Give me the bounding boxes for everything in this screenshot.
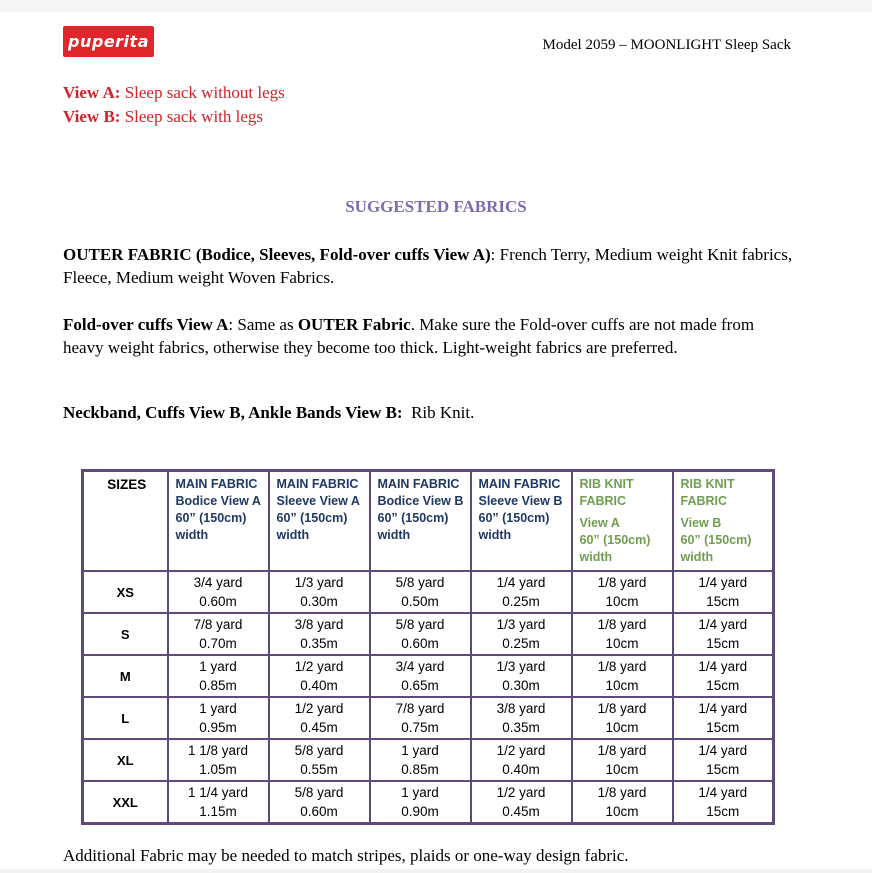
fabric-table-head — [83, 471, 774, 572]
yardage-line: 15cm — [706, 594, 740, 609]
view-a-label: View A: — [63, 83, 121, 102]
yardage-line: 1/8 yard — [597, 659, 647, 674]
yardage-line: 0.60m — [300, 804, 338, 819]
yardage-line: 1/8 yard — [597, 617, 647, 632]
yardage-line: 1.15m — [199, 804, 237, 819]
yardage-cell — [269, 655, 370, 697]
header-line: View A — [579, 516, 620, 530]
neckband-label: Neckband, Cuffs View B, Ankle Bands View B: — [63, 403, 403, 422]
outer-fabric-ref: OUTER Fabric — [297, 315, 411, 334]
header-line: 60” (150cm) — [478, 511, 550, 525]
header-line: width — [579, 550, 613, 564]
header-text-block — [681, 515, 769, 566]
section-heading: SUGGESTED FABRICS — [345, 197, 527, 216]
yardage-cell — [471, 613, 572, 655]
yardage-cell — [370, 739, 471, 781]
view-a-line — [63, 81, 285, 105]
yardage-line: 0.60m — [199, 594, 237, 609]
header-line: Sleeve View B — [478, 494, 563, 508]
yardage-line: 0.35m — [502, 720, 540, 735]
yardage-line: 0.75m — [401, 720, 439, 735]
views-description — [63, 81, 285, 129]
table-row-s — [83, 613, 774, 655]
yardage-cell — [269, 739, 370, 781]
yardage-cell — [471, 739, 572, 781]
header-text-block — [176, 476, 264, 544]
yardage-line: 0.95m — [199, 720, 237, 735]
paragraph-outer-fabric — [63, 243, 796, 289]
yardage-cell — [168, 571, 269, 613]
additional-fabric-note: Additional Fabric may be needed to match stripes, plaids or one-way design fabric. — [63, 846, 629, 865]
yardage-cell — [370, 655, 471, 697]
header-line: Bodice View B — [377, 494, 464, 508]
yardage-line: 1/2 yard — [496, 743, 546, 758]
table-row-xxl — [83, 781, 774, 824]
yardage-line: 1 1/8 yard — [187, 743, 249, 758]
table-row-m — [83, 655, 774, 697]
yardage-line: 0.60m — [401, 636, 439, 651]
yardage-line: 0.55m — [300, 762, 338, 777]
yardage-line: 5/8 yard — [294, 743, 344, 758]
header-line: width — [680, 550, 714, 564]
yardage-line: 1/8 yard — [597, 743, 647, 758]
header-line: Sleeve View A — [276, 494, 360, 508]
view-b-line — [63, 105, 285, 129]
view-b-text: Sleep sack with legs — [120, 107, 264, 126]
yardage-cell — [572, 571, 673, 613]
header-line: View B — [680, 516, 722, 530]
yardage-line: 10cm — [605, 762, 639, 777]
yardage-line: 0.85m — [401, 762, 439, 777]
header-line: 60” (150cm) — [175, 511, 247, 525]
foldover-cuffs-text: . Make sure the Fold-over cuffs are not made from heavy weight fabrics, otherwise they become too thick. Light-weight fabrics are preferred. — [63, 315, 759, 357]
yardage-line: 0.25m — [502, 594, 540, 609]
yardage-line: 1/8 yard — [597, 575, 647, 590]
header-line: width — [175, 528, 209, 542]
yardage-cell — [269, 697, 370, 739]
yardage-line: 15cm — [706, 762, 740, 777]
yardage-cell — [673, 739, 774, 781]
yardage-line: 5/8 yard — [294, 785, 344, 800]
header-line: MAIN FABRIC — [175, 477, 258, 491]
paragraph-foldover-cuffs — [63, 313, 796, 359]
size-label: L — [83, 697, 168, 739]
header-line: 60” (150cm) — [579, 533, 651, 547]
yardage-line: 1/4 yard — [496, 575, 546, 590]
yardage-line: 10cm — [605, 636, 639, 651]
yardage-line: 1.05m — [199, 762, 237, 777]
table-header-main-fabric-sleeve-view-b — [471, 471, 572, 572]
yardage-line: 1/2 yard — [294, 659, 344, 674]
header-text-block — [378, 476, 466, 544]
size-label: XL — [83, 739, 168, 781]
yardage-line: 10cm — [605, 804, 639, 819]
size-label: S — [83, 613, 168, 655]
fabric-table — [81, 469, 775, 825]
header-line: MAIN FABRIC — [478, 477, 561, 491]
foldover-cuffs-label: Fold-over cuffs View A — [63, 315, 229, 334]
yardage-line: 3/4 yard — [395, 659, 445, 674]
yardage-line: 1 yard — [401, 785, 439, 800]
yardage-line: 1/4 yard — [698, 659, 748, 674]
fabric-table-body — [83, 571, 774, 824]
yardage-cell — [471, 655, 572, 697]
size-label: XS — [83, 571, 168, 613]
yardage-line: 10cm — [605, 720, 639, 735]
page-bottom-edge — [0, 869, 872, 873]
yardage-cell — [370, 697, 471, 739]
header-line: MAIN FABRIC — [276, 477, 359, 491]
yardage-line: 1 yard — [199, 659, 237, 674]
header-line: 60” (150cm) — [377, 511, 449, 525]
yardage-cell — [370, 781, 471, 824]
table-row-xs — [83, 571, 774, 613]
header-line: width — [377, 528, 411, 542]
yardage-line: 1/8 yard — [597, 701, 647, 716]
header-line: width — [478, 528, 512, 542]
document-title: Model 2059 – MOONLIGHT Sleep Sack — [542, 37, 791, 53]
yardage-cell — [370, 571, 471, 613]
yardage-line: 0.70m — [199, 636, 237, 651]
yardage-line: 15cm — [706, 636, 740, 651]
header-text-block — [91, 476, 163, 493]
yardage-line: 0.45m — [300, 720, 338, 735]
table-header-main-fabric-sleeve-view-a — [269, 471, 370, 572]
header-text-block — [479, 476, 567, 544]
yardage-line: 15cm — [706, 678, 740, 693]
yardage-line: 1/2 yard — [294, 701, 344, 716]
table-row-xl — [83, 739, 774, 781]
table-header-main-fabric-bodice-view-b — [370, 471, 471, 572]
yardage-line: 3/8 yard — [496, 701, 546, 716]
yardage-line: 5/8 yard — [395, 617, 445, 632]
yardage-line: 1/4 yard — [698, 617, 748, 632]
view-a-text: Sleep sack without legs — [120, 83, 285, 102]
yardage-cell — [572, 655, 673, 697]
yardage-line: 1/3 yard — [496, 617, 546, 632]
yardage-cell — [168, 655, 269, 697]
yardage-cell — [673, 781, 774, 824]
header-line: width — [276, 528, 310, 542]
yardage-line: 3/8 yard — [294, 617, 344, 632]
yardage-cell — [370, 613, 471, 655]
yardage-cell — [471, 697, 572, 739]
yardage-line: 1/4 yard — [698, 743, 748, 758]
yardage-line: 5/8 yard — [395, 575, 445, 590]
yardage-line: 1/8 yard — [597, 785, 647, 800]
table-header-rib-knit-fabric-view-a — [572, 471, 673, 572]
header-line: 60” (150cm) — [680, 533, 752, 547]
header-line: FABRIC — [680, 494, 728, 508]
yardage-cell — [572, 697, 673, 739]
header-line: 60” (150cm) — [276, 511, 348, 525]
header-text-block — [277, 476, 365, 544]
header-text-block — [580, 476, 668, 510]
yardage-cell — [471, 781, 572, 824]
size-label: XXL — [83, 781, 168, 824]
yardage-line: 1/4 yard — [698, 785, 748, 800]
puperita-logo-text: puperita — [68, 32, 149, 51]
yardage-line: 1/3 yard — [294, 575, 344, 590]
yardage-line: 7/8 yard — [395, 701, 445, 716]
yardage-line: 3/4 yard — [193, 575, 243, 590]
yardage-cell — [168, 697, 269, 739]
yardage-cell — [168, 781, 269, 824]
yardage-cell — [572, 739, 673, 781]
yardage-line: 1/3 yard — [496, 659, 546, 674]
yardage-cell — [572, 781, 673, 824]
yardage-line: 1/2 yard — [496, 785, 546, 800]
yardage-cell — [572, 613, 673, 655]
yardage-cell — [168, 739, 269, 781]
yardage-line: 15cm — [706, 720, 740, 735]
yardage-line: 1 1/4 yard — [187, 785, 249, 800]
yardage-cell — [269, 571, 370, 613]
yardage-cell — [673, 655, 774, 697]
paragraph-neckband — [63, 401, 796, 424]
table-header-main-fabric-bodice-view-a — [168, 471, 269, 572]
yardage-line: 10cm — [605, 678, 639, 693]
table-header-rib-knit-fabric-view-b — [673, 471, 774, 572]
yardage-line: 0.35m — [300, 636, 338, 651]
yardage-line: 0.30m — [300, 594, 338, 609]
page-top-edge — [0, 0, 872, 12]
yardage-line: 0.65m — [401, 678, 439, 693]
yardage-line: 0.25m — [502, 636, 540, 651]
neckband-text: Rib Knit. — [402, 403, 475, 422]
yardage-line: 1/4 yard — [698, 701, 748, 716]
yardage-cell — [471, 571, 572, 613]
yardage-line: 7/8 yard — [193, 617, 243, 632]
outer-fabric-label: OUTER FABRIC (Bodice, Sleeves, Fold-over cuffs View A) — [63, 245, 491, 264]
yardage-cell — [673, 697, 774, 739]
yardage-line: 1 yard — [199, 701, 237, 716]
outer-fabric-text: : French Terry, Medium weight Knit fabrics, Fleece, Medium weight Woven Fabrics. — [63, 245, 797, 287]
yardage-line: 10cm — [605, 594, 639, 609]
yardage-cell — [269, 781, 370, 824]
yardage-line: 0.40m — [300, 678, 338, 693]
header-line: RIB KNIT — [680, 477, 735, 491]
yardage-line: 1 yard — [401, 743, 439, 758]
view-b-label: View B: — [63, 107, 121, 126]
yardage-cell — [673, 571, 774, 613]
table-header-row — [83, 471, 774, 572]
yardage-line: 0.50m — [401, 594, 439, 609]
foldover-cuffs-mid: : Same as — [228, 315, 298, 334]
size-label: M — [83, 655, 168, 697]
yardage-line: 0.90m — [401, 804, 439, 819]
header-text-block — [681, 476, 769, 510]
yardage-line: 0.45m — [502, 804, 540, 819]
yardage-cell — [168, 613, 269, 655]
header-line: FABRIC — [579, 494, 627, 508]
yardage-line: 1/4 yard — [698, 575, 748, 590]
table-header-sizes — [83, 471, 168, 572]
yardage-line: 0.40m — [502, 762, 540, 777]
yardage-line: 0.30m — [502, 678, 540, 693]
yardage-line: 0.85m — [199, 678, 237, 693]
header-line: Bodice View A — [175, 494, 261, 508]
yardage-cell — [673, 613, 774, 655]
yardage-line: 15cm — [706, 804, 740, 819]
header-line: RIB KNIT — [579, 477, 634, 491]
yardage-cell — [269, 613, 370, 655]
header-line: MAIN FABRIC — [377, 477, 460, 491]
table-row-l — [83, 697, 774, 739]
header-text-block — [580, 515, 668, 566]
header-line: SIZES — [107, 477, 147, 492]
